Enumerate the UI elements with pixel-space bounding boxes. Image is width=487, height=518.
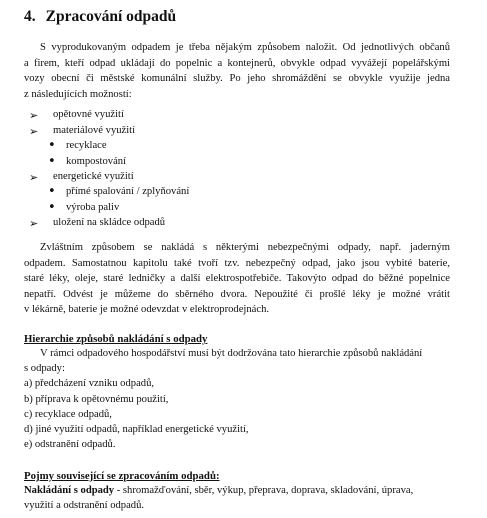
hierarchy-intro: V rámci odpadového hospodářství musí být dodržována tato hierarchie způsobů nakládání xyxy=(40,348,423,359)
bullet-icon: • xyxy=(48,138,56,153)
intro-line: z následujících možností: xyxy=(24,88,132,100)
list-item-text: výroba paliv xyxy=(66,202,120,213)
section-heading xyxy=(24,8,176,26)
bullet-icon: • xyxy=(48,154,56,169)
hazardous-line: odpadem. Samostatnou kapitolu také tvoří tzv. nebezpečný odpad, jako jsou vybité baterie, xyxy=(24,257,450,269)
arrow-bullet-icon: ➢ xyxy=(29,109,39,122)
terms-title: Pojmy související se zpracováním odpadů: xyxy=(24,470,220,482)
list-item-text: přímé spalování / zplyňování xyxy=(66,186,190,197)
intro-line: a firem, kteří odpad ukládají do popelnic a kontejnerů, obvykle odpad vyvážejí popelářskými xyxy=(24,57,450,69)
intro-line: S vyprodukovaným odpadem je třeba nějakým způsobem naložit. Od jednotlivých občanů xyxy=(40,42,450,53)
list-item-text: materiálové využití xyxy=(53,125,136,136)
list-item-text: recyklace xyxy=(66,140,107,151)
hierarchy-title: Hierarchie způsobů nakládání s odpady xyxy=(24,333,208,345)
intro-paragraph xyxy=(24,40,450,102)
term-definition xyxy=(24,485,413,496)
hierarchy-item: b) příprava k opětovnému použití, xyxy=(24,394,169,405)
term-description: - shromažďování, sběr, výkup, přeprava, doprava, skladování, úprava, xyxy=(114,485,414,496)
hierarchy-item: a) předcházení vzniku odpadů, xyxy=(24,378,155,389)
list-item-text: uložení na skládce odpadů xyxy=(53,217,166,228)
arrow-bullet-icon: ➢ xyxy=(29,171,39,184)
arrow-bullet-icon: ➢ xyxy=(29,217,39,230)
hazardous-line: v lékárně, baterie je možné odevzdat v elektroprodejnách. xyxy=(24,304,270,316)
arrow-bullet-icon: ➢ xyxy=(29,125,39,138)
hazardous-line: nepatří. Odvést je můžeme do sběrného dvora. Nepoužité či prošlé léky je možné vrátit xyxy=(24,288,450,300)
hierarchy-item: d) jiné využití odpadů, například energetické využití, xyxy=(24,424,249,435)
list-item-text: opětovné využití xyxy=(53,109,124,120)
bullet-icon: • xyxy=(48,200,56,215)
term-name: Nakládání s odpady xyxy=(24,485,115,496)
section-number: 4. xyxy=(24,8,36,25)
section-title: Zpracování odpadů xyxy=(45,8,177,25)
term-definition-continued: využití a odstranění odpadů. xyxy=(24,500,145,511)
hazardous-paragraph xyxy=(24,240,450,318)
hierarchy-intro: s odpady: xyxy=(24,363,65,374)
hierarchy-item: e) odstranění odpadů. xyxy=(24,439,116,450)
hazardous-line: Zvláštním způsobem se nakládá s některými nebezpečnými odpady, např. jaderným xyxy=(40,242,450,253)
list-item-text: energetické využití xyxy=(53,171,134,182)
list-item-text: kompostování xyxy=(66,156,127,167)
intro-line: vozy obecní či městské komunální služby. Po jeho shromáždění se obvykle využije jedna xyxy=(24,73,450,85)
hazardous-line: staré léky, oleje, staré ledničky a další elektrospotřebiče. Takovýto odpad do běžné popelnice xyxy=(24,273,450,285)
hierarchy-item: c) recyklace odpadů, xyxy=(24,409,112,420)
bullet-icon: • xyxy=(48,184,56,199)
